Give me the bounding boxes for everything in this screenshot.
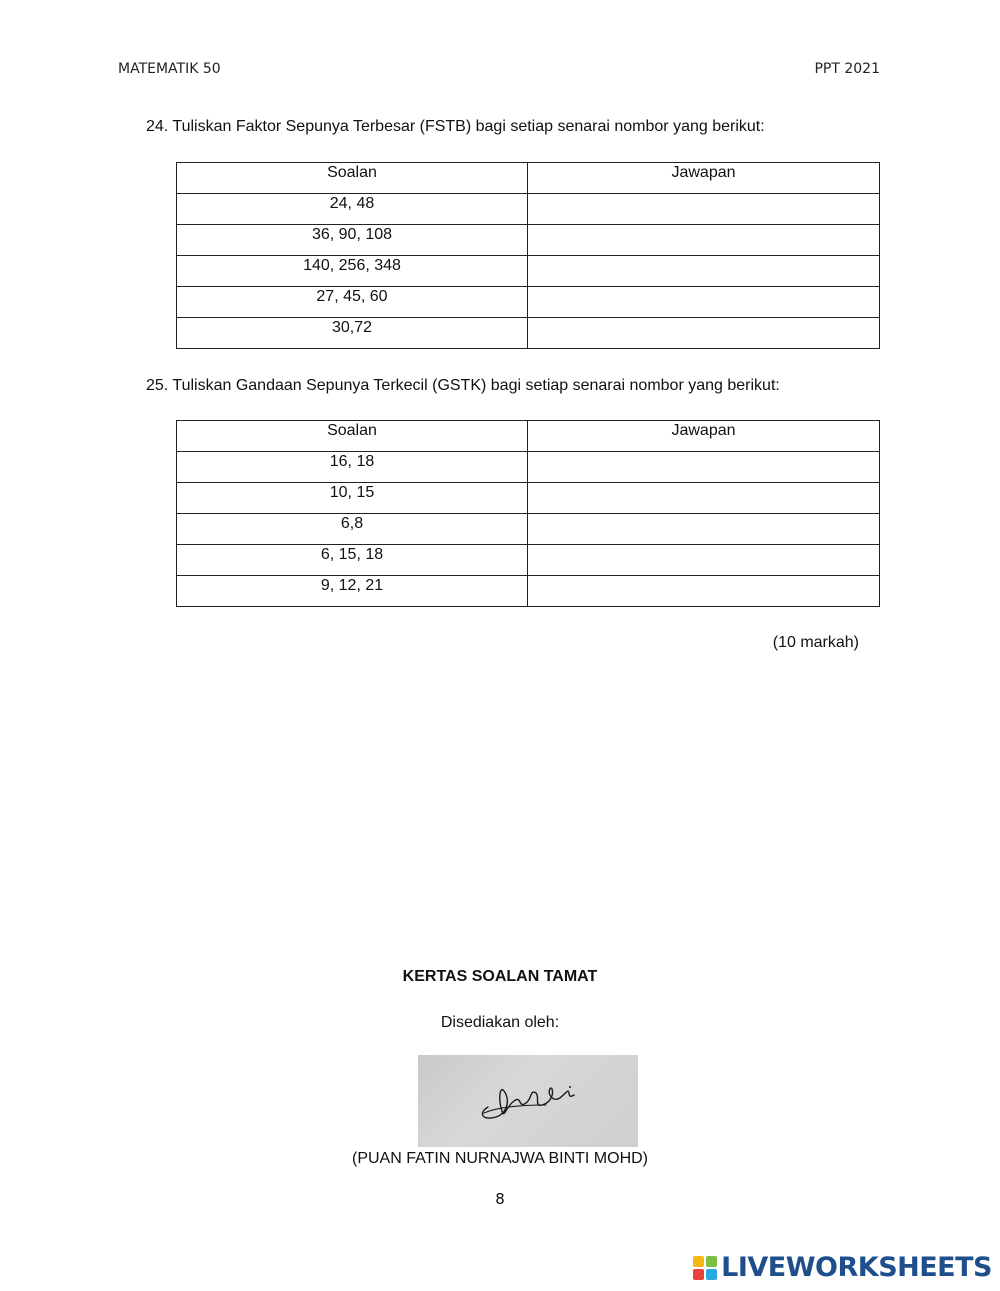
table-row (177, 514, 880, 545)
soalan-cell: 24, 48 (177, 194, 528, 225)
prepared-by-label: Disediakan oleh: (440, 1014, 560, 1031)
logo-blocks-icon (693, 1256, 717, 1280)
page-number: 8 (495, 1190, 505, 1208)
soalan-cell: 27, 45, 60 (177, 287, 528, 318)
table-row (177, 545, 880, 576)
table-row (177, 225, 880, 256)
logo-text: LIVEWORKSHEETS (721, 1252, 992, 1283)
table-row (177, 452, 880, 483)
gstk-table (176, 420, 880, 607)
jawapan-answer-field[interactable] (528, 287, 880, 318)
soalan-cell: 30,72 (177, 318, 528, 349)
jawapan-answer-field[interactable] (528, 483, 880, 514)
table-row (177, 483, 880, 514)
table-header-row (177, 421, 880, 452)
header-exam: PPT 2021 (814, 61, 880, 77)
column-header-soalan: Soalan (177, 421, 528, 452)
end-of-paper-title: KERTAS SOALAN TAMAT (402, 968, 598, 985)
soalan-cell: 10, 15 (177, 483, 528, 514)
jawapan-answer-field[interactable] (528, 514, 880, 545)
table-row (177, 576, 880, 607)
soalan-cell: 6,8 (177, 514, 528, 545)
header-subject: MATEMATIK 50 (118, 61, 221, 77)
soalan-cell: 6, 15, 18 (177, 545, 528, 576)
table-row (177, 194, 880, 225)
signature-image (418, 1055, 638, 1147)
table-row (177, 287, 880, 318)
question-24-text: 24. Tuliskan Faktor Sepunya Terbesar (FSTB) bagi setiap senarai nombor yang berikut: (146, 118, 765, 135)
fstb-table (176, 162, 880, 349)
preparer-name: (PUAN FATIN NURNAJWA BINTI MOHD) (352, 1150, 648, 1167)
jawapan-answer-field[interactable] (528, 576, 880, 607)
liveworksheets-logo[interactable] (693, 1252, 992, 1283)
column-header-jawapan: Jawapan (528, 421, 880, 452)
jawapan-answer-field[interactable] (528, 545, 880, 576)
table-row (177, 256, 880, 287)
soalan-cell: 16, 18 (177, 452, 528, 483)
column-header-jawapan: Jawapan (528, 163, 880, 194)
jawapan-answer-field[interactable] (528, 256, 880, 287)
table-header-row (177, 163, 880, 194)
column-header-soalan: Soalan (177, 163, 528, 194)
soalan-cell: 9, 12, 21 (177, 576, 528, 607)
question-25-text: 25. Tuliskan Gandaan Sepunya Terkecil (GSTK) bagi setiap senarai nombor yang berikut: (146, 377, 780, 394)
signature-scribble (418, 1055, 638, 1147)
soalan-cell: 36, 90, 108 (177, 225, 528, 256)
marks-label: (10 markah) (772, 634, 859, 651)
jawapan-answer-field[interactable] (528, 194, 880, 225)
jawapan-answer-field[interactable] (528, 318, 880, 349)
jawapan-answer-field[interactable] (528, 452, 880, 483)
table-row (177, 318, 880, 349)
soalan-cell: 140, 256, 348 (177, 256, 528, 287)
jawapan-answer-field[interactable] (528, 225, 880, 256)
